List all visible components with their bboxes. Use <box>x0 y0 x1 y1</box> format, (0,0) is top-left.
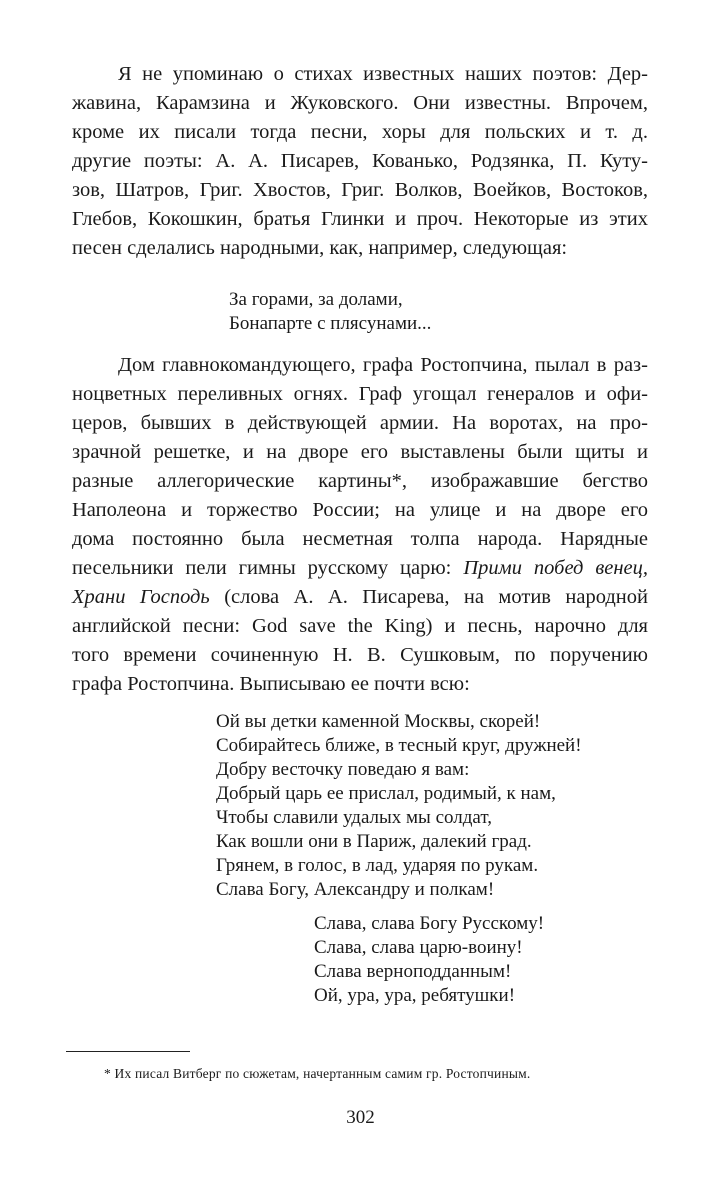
text-line: кроме их писали тогда песни, хоры для польских и т. д. <box>72 121 648 143</box>
verse-line: Бонапарте с плясунами... <box>229 313 432 334</box>
paragraph-1 <box>72 60 648 263</box>
verse-line: Ой вы детки каменной Москвы, скорей! <box>216 711 541 732</box>
text-line: жавина, Карамзина и Жуковского. Они известны. Впрочем, <box>72 92 648 114</box>
verse-line: Добру весточку поведаю я вам: <box>216 759 470 780</box>
verse-line: Чтобы славили удалых мы солдат, <box>216 807 492 828</box>
verse-line: Собирайтесь ближе, в тесный круг, дружней! <box>216 735 582 756</box>
text-line: зрачной решетке, и на дворе его выставлены были щиты и <box>72 441 648 463</box>
verse-line: Ой, ура, ура, ребятушки! <box>314 985 516 1006</box>
verse-line: Добрый царь ее прислал, родимый, к нам, <box>216 783 556 804</box>
text-line: английской песни: God save the King) и песнь, нарочно для <box>72 615 648 637</box>
song-title-2: Храни Господь <box>72 586 210 608</box>
verse-quote-1 <box>229 288 431 336</box>
text-segment: песельники пели гимны русскому царю: <box>72 557 464 579</box>
verse-refrain <box>314 912 544 1008</box>
verse-line: Грянем, в голос, в лад, ударяя по рукам. <box>216 855 539 876</box>
text-line: Дом главнокомандующего, графа Ростопчина, пылал в раз- <box>118 354 648 376</box>
paragraph-1-text <box>72 60 648 263</box>
text-line: ноцветных переливных огнях. Граф угощал генералов и офи- <box>72 383 648 405</box>
verse-line: Как вошли они в Париж, далекий град. <box>216 831 532 852</box>
verse-quote-2 <box>216 710 582 902</box>
text-line: того времени сочиненную Н. В. Сушковым, по поручению <box>72 644 648 666</box>
verse-line: Слава верноподданным! <box>314 961 512 982</box>
page-number: 302 <box>346 1107 375 1128</box>
text-line: другие поэты: А. А. Писарев, Кованько, Родзянка, П. Куту- <box>72 150 648 172</box>
text-segment: (слова А. А. Писарева, на мотив народной <box>209 586 648 608</box>
text-line: дома постоянно была несметная толпа народа. Нарядные <box>72 528 648 550</box>
text-line: разные аллегорические картины*, изображавшие бегство <box>72 470 648 492</box>
verse-line: Слава, слава Богу Русскому! <box>314 913 545 934</box>
text-line: Глебов, Кокошкин, братья Глинки и проч. Некоторые из этих <box>72 208 648 230</box>
verse-line: За горами, за долами, <box>229 289 403 310</box>
song-title-1: Прими побед венец, <box>463 557 648 579</box>
text-line: Наполеона и торжество России; на улице и на дворе его <box>72 499 648 521</box>
text-line <box>72 554 648 583</box>
text-line: графа Ростопчина. Выписываю ее почти всю: <box>72 673 470 695</box>
text-line: зов, Шатров, Григ. Хвостов, Григ. Волков, Воейков, Востоков, <box>72 179 648 201</box>
footnote-divider <box>66 1051 190 1052</box>
text-line <box>72 583 648 612</box>
footnote: * Их писал Витберг по сюжетам, начертанным самим гр. Ростопчиным. <box>104 1066 531 1081</box>
text-line: церов, бывших в действующей армии. На воротах, на про- <box>72 412 648 434</box>
paragraph-2 <box>72 351 648 699</box>
text-line: Я не упоминаю о стихах известных наших поэтов: Дер- <box>118 63 648 85</box>
verse-line: Слава, слава царю-воину! <box>314 937 523 958</box>
paragraph-2-text <box>72 351 648 699</box>
text-line: песен сделались народными, как, например, следующая: <box>72 237 568 259</box>
verse-line: Слава Богу, Александру и полкам! <box>216 879 495 900</box>
